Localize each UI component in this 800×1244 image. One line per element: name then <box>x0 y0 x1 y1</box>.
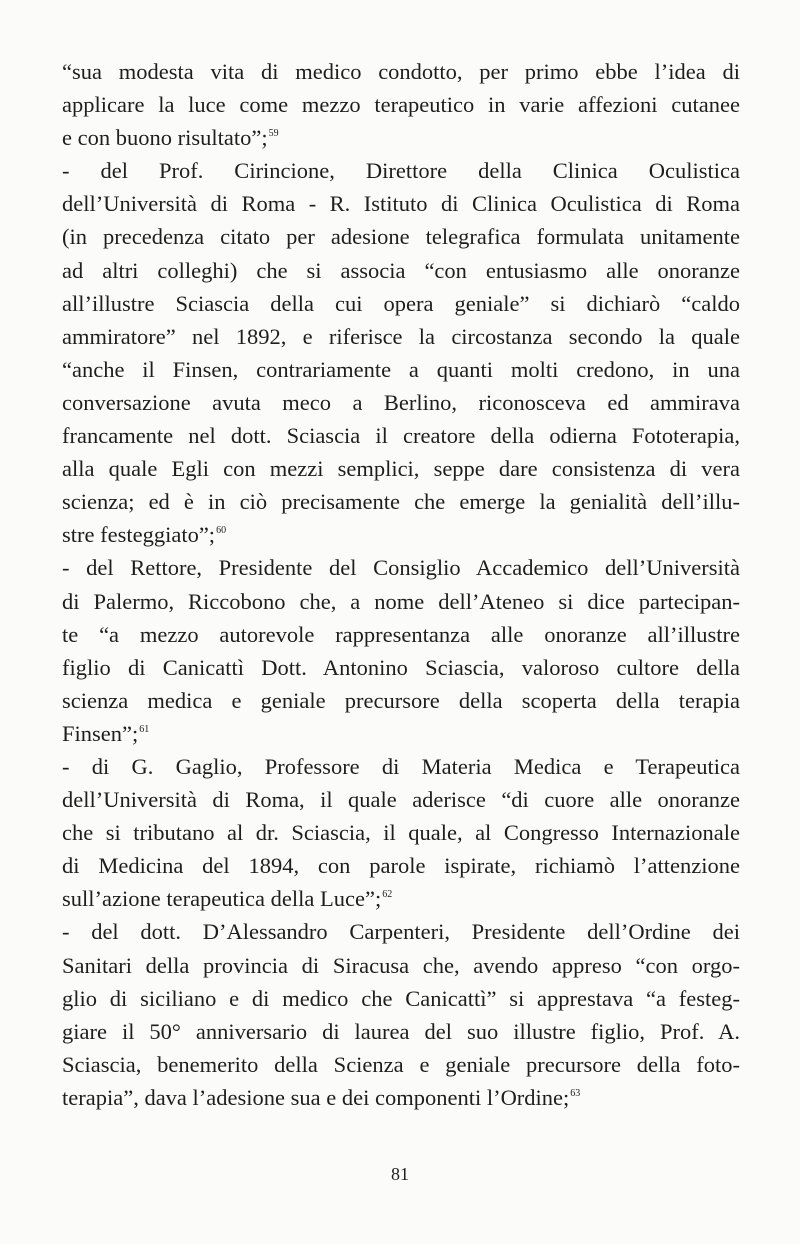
text-line <box>62 783 740 816</box>
text-line <box>62 154 740 187</box>
text-line <box>62 287 740 320</box>
text-line <box>62 386 740 419</box>
text-line <box>62 882 740 915</box>
text-line <box>62 618 740 651</box>
footnote-marker: 63 <box>570 1087 581 1099</box>
line-text: figlio di Canicattì Dott. Antonino Sciascia, valoroso cultore della <box>62 654 740 680</box>
line-text: “anche il Finsen, contrariamente a quanti molti credono, in una <box>62 356 740 382</box>
line-text: sull’azione terapeutica della Luce”; <box>62 886 382 912</box>
line-text: Finsen”; <box>62 720 139 746</box>
line-text: (in precedenza citato per adesione telegrafica formulata unitamente <box>62 224 740 250</box>
footnote-marker: 60 <box>216 525 227 537</box>
line-text: stre festeggiato”; <box>62 522 216 548</box>
line-text: conversazione avuta meco a Berlino, riconosceva ed ammirava <box>62 389 740 415</box>
line-text: di Palermo, Riccobono che, a nome dell’Ateneo si dice partecipan- <box>62 588 740 614</box>
text-line <box>62 585 740 618</box>
line-text: dell’Università di Roma, il quale aderisce “di cuore alle onoranze <box>62 787 740 813</box>
text-line <box>62 55 740 88</box>
line-text: e con buono risultato”; <box>62 125 268 151</box>
text-line <box>62 1081 740 1114</box>
text-line <box>62 518 740 551</box>
line-text: ammiratore” nel 1892, e riferisce la circostanza secondo la quale <box>62 323 740 349</box>
text-line <box>62 88 740 121</box>
text-line <box>62 717 740 750</box>
text-line <box>62 982 740 1015</box>
line-text: scienza; ed è in ciò precisamente che emerge la genialità dell’illu- <box>62 489 740 515</box>
text-line <box>62 684 740 717</box>
line-text: scienza medica e geniale precursore della scoperta della terapia <box>62 687 740 713</box>
page-number: 81 <box>391 1164 409 1184</box>
text-line <box>62 816 740 849</box>
body-text <box>62 55 740 1114</box>
text-line <box>62 915 740 948</box>
footnote-marker: 59 <box>268 128 279 140</box>
line-text: ad altri colleghi) che si associa “con entusiasmo alle onoranze <box>62 257 740 283</box>
text-line <box>62 254 740 287</box>
line-text: che si tributano al dr. Sciascia, il quale, al Congresso Internazionale <box>62 820 740 846</box>
text-line <box>62 353 740 386</box>
line-text: all’illustre Sciascia della cui opera geniale” si dichiarò “caldo <box>62 290 740 316</box>
line-text: - del Rettore, Presidente del Consiglio Accademico dell’Università <box>62 555 740 581</box>
text-line <box>62 121 740 154</box>
line-text: glio di siciliano e di medico che Canicattì” si apprestava “a festeg- <box>62 985 740 1011</box>
line-text: - del Prof. Cirincione, Direttore della Clinica Oculistica <box>62 158 740 184</box>
line-text: francamente nel dott. Sciascia il creatore della odierna Fototerapia, <box>62 423 740 449</box>
text-line <box>62 651 740 684</box>
text-line <box>62 452 740 485</box>
text-line <box>62 485 740 518</box>
text-line <box>62 220 740 253</box>
text-line <box>62 849 740 882</box>
text-line <box>62 1048 740 1081</box>
text-line <box>62 187 740 220</box>
text-line <box>62 750 740 783</box>
text-line <box>62 551 740 584</box>
line-text: alla quale Egli con mezzi semplici, seppe dare consistenza di vera <box>62 456 740 482</box>
line-text: di Medicina del 1894, con parole ispirate, richiamò l’attenzione <box>62 853 740 879</box>
footnote-marker: 61 <box>139 723 150 735</box>
text-line <box>62 949 740 982</box>
line-text: - del dott. D’Alessandro Carpenteri, Presidente dell’Ordine dei <box>62 919 740 945</box>
footnote-marker: 62 <box>382 889 393 901</box>
line-text: Sciascia, benemerito della Scienza e geniale precursore della foto- <box>62 1051 740 1077</box>
line-text: terapia”, dava l’adesione sua e dei componenti l’Ordine; <box>62 1084 570 1110</box>
line-text: - di G. Gaglio, Professore di Materia Medica e Terapeutica <box>62 753 740 779</box>
line-text: te “a mezzo autorevole rappresentanza alle onoranze all’illustre <box>62 621 740 647</box>
line-text: “sua modesta vita di medico condotto, per primo ebbe l’idea di <box>62 59 740 84</box>
line-text: Sanitari della provincia di Siracusa che, avendo appreso “con orgo- <box>62 952 740 978</box>
text-line <box>62 1015 740 1048</box>
line-text: giare il 50° anniversario di laurea del suo illustre figlio, Prof. A. <box>62 1018 740 1044</box>
text-line <box>62 320 740 353</box>
line-text: dell’Università di Roma - R. Istituto di Clinica Oculistica di Roma <box>62 191 740 217</box>
text-line <box>62 419 740 452</box>
line-text: applicare la luce come mezzo terapeutico in varie affezioni cutanee <box>62 92 740 118</box>
